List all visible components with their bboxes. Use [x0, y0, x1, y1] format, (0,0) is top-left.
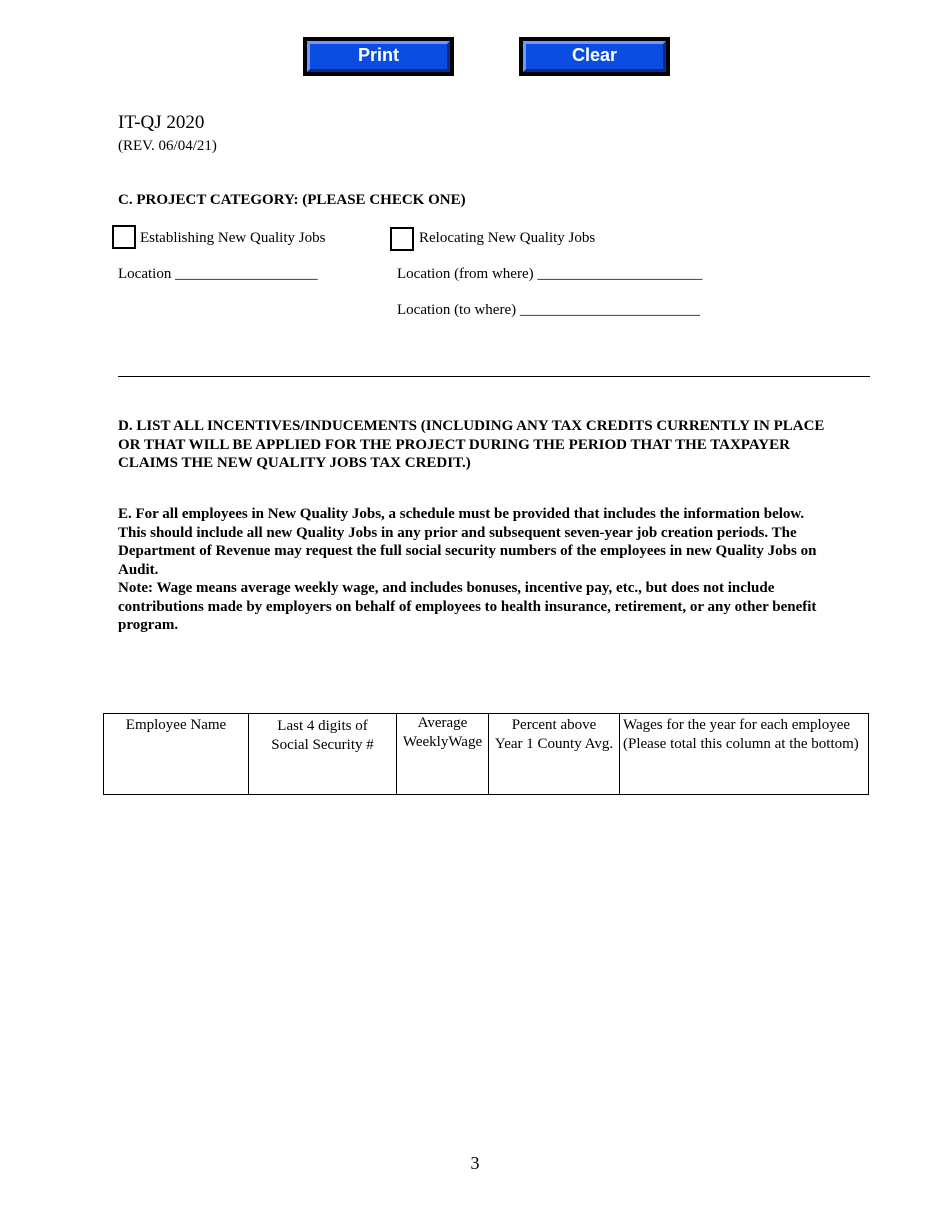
- form-code: IT-QJ 2020: [118, 112, 205, 133]
- section-d-line: CLAIMS THE NEW QUALITY JOBS TAX CREDIT.): [118, 455, 471, 471]
- section-e-line: This should include all new Quality Jobs in any prior and subsequent seven-year job creation periods. The: [118, 524, 797, 541]
- print-button[interactable]: [303, 37, 454, 76]
- relocating-checkbox[interactable]: [390, 227, 414, 251]
- section-e-text: [118, 505, 816, 635]
- section-d-line: OR THAT WILL BE APPLIED FOR THE PROJECT DURING THE PERIOD THAT THE TAXPAYER: [118, 436, 790, 453]
- revision-date: (REV. 06/04/21): [118, 138, 217, 154]
- employee-name-label: Employee Name: [125, 717, 227, 733]
- weekly-wage-header: [397, 714, 489, 794]
- section-e-note: contributions made by employers on behalf of employees to health insurance, retirement, or any other benefit: [118, 598, 817, 615]
- establishing-checkbox[interactable]: [112, 225, 136, 249]
- annual-wages-label-line1: Wages for the year for each employee: [623, 717, 851, 733]
- ssn-header: [249, 714, 397, 794]
- weekly-wage-label-line2: WeeklyWage: [402, 733, 483, 750]
- employee-wage-table: [103, 713, 869, 795]
- ssn-label-line1: Last 4 digits of: [277, 718, 368, 734]
- annual-wages-label-line2: (Please total this column at the bottom): [623, 735, 859, 752]
- percent-above-label-line2: Year 1 County Avg.: [494, 735, 614, 752]
- annual-wages-header: [620, 714, 868, 794]
- section-e-note: program.: [118, 617, 179, 633]
- ssn-label-line2: Social Security #: [271, 736, 374, 753]
- section-divider: [118, 376, 870, 377]
- section-e-line: Audit.: [118, 561, 159, 578]
- section-e-note: Note: Wage means average weekly wage, and includes bonuses, incentive pay, etc., but does not include: [118, 580, 775, 596]
- section-c-heading: C. PROJECT CATEGORY: (PLEASE CHECK ONE): [118, 192, 466, 208]
- print-button-label: Print: [307, 41, 450, 72]
- location-to-field[interactable]: Location (to where) ________________________: [397, 302, 700, 318]
- section-d-line: D. LIST ALL INCENTIVES/INDUCEMENTS (INCLUDING ANY TAX CREDITS CURRENTLY IN PLACE: [118, 418, 825, 434]
- employee-name-header: [104, 714, 249, 794]
- clear-button[interactable]: [519, 37, 670, 76]
- percent-above-header: [489, 714, 620, 794]
- relocating-label: Relocating New Quality Jobs: [419, 230, 596, 246]
- clear-button-label: Clear: [523, 41, 666, 72]
- establishing-label: Establishing New Quality Jobs: [140, 230, 326, 246]
- location-from-field[interactable]: Location (from where) ______________________: [397, 266, 703, 282]
- section-e-line: E. For all employees in New Quality Jobs, a schedule must be provided that includes the information below.: [118, 506, 805, 522]
- section-e-line: Department of Revenue may request the full social security numbers of the employees in new Quality Jobs on: [118, 543, 817, 559]
- section-d-text: [118, 417, 824, 473]
- location-field[interactable]: Location ___________________: [118, 266, 318, 282]
- page-number: 3: [470, 1153, 480, 1173]
- percent-above-label-line1: Percent above: [511, 717, 597, 733]
- weekly-wage-label-line1: Average: [417, 715, 468, 731]
